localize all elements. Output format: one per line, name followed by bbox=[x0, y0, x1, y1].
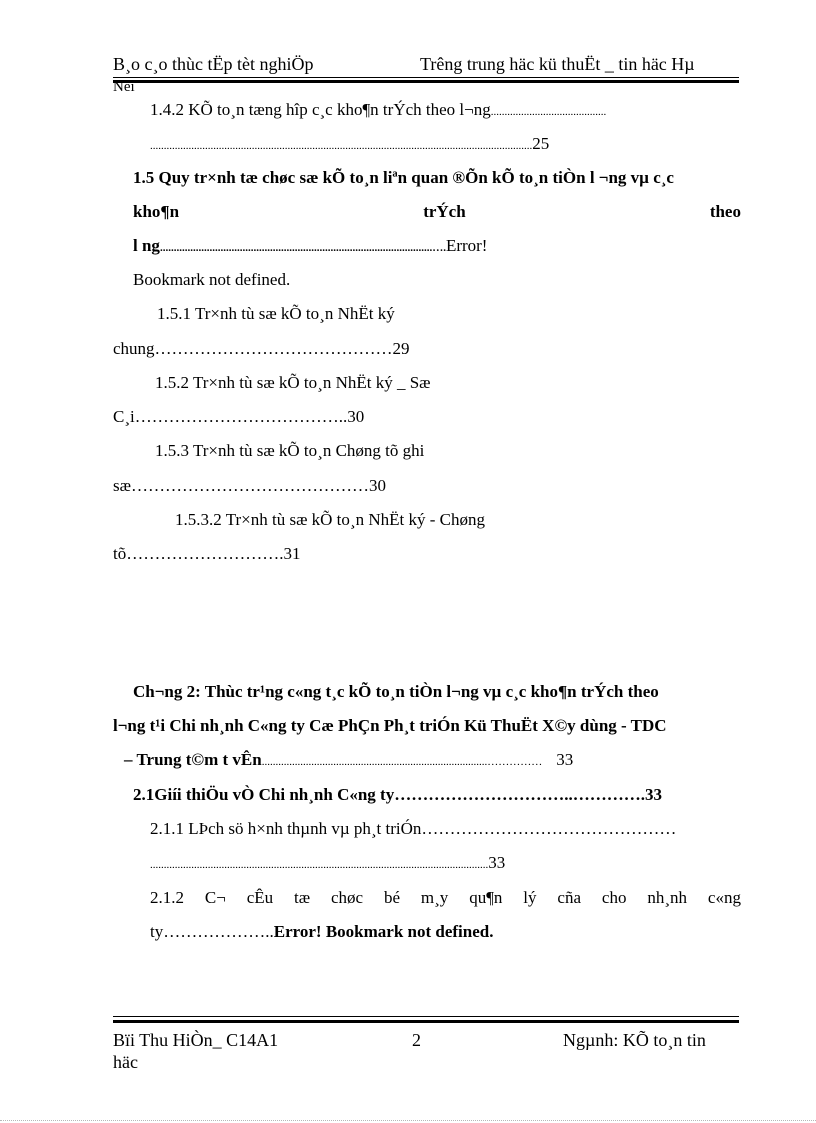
toc-page-number: 30 bbox=[347, 407, 365, 426]
toc-leader-dots: ……………………………………… bbox=[421, 819, 677, 838]
toc-word: theo bbox=[709, 202, 741, 221]
toc-page-number: 29 bbox=[392, 339, 410, 358]
toc-entry-text: chung bbox=[113, 339, 155, 358]
toc-entry-1-5-tail[interactable] bbox=[133, 236, 487, 256]
toc-entry-1-5-2-cont[interactable] bbox=[113, 407, 364, 427]
toc-entry-1-5-3-cont[interactable] bbox=[113, 476, 386, 496]
toc-chapter-2-tail[interactable] bbox=[124, 750, 573, 770]
footer-rule-thin bbox=[113, 1016, 739, 1017]
footer-major-wrap: häc bbox=[113, 1052, 138, 1072]
toc-word: C¬ bbox=[204, 888, 226, 907]
header-rule-thin bbox=[113, 77, 739, 78]
toc-leader-dots: ........................................................................................................................... bbox=[150, 859, 489, 871]
toc-word: cÊu bbox=[246, 888, 274, 907]
toc-entry-text: sæ bbox=[113, 476, 131, 495]
toc-entry-text: C¸i bbox=[113, 407, 135, 426]
toc-leader-dots: ………………………. bbox=[126, 544, 284, 563]
toc-word: bé bbox=[383, 888, 401, 907]
toc-word: lý bbox=[523, 888, 537, 907]
toc-page-number: 33 bbox=[644, 785, 662, 804]
toc-page-number: 33 bbox=[556, 750, 574, 769]
toc-entry-text: – Trung t©m t vÊn bbox=[124, 750, 262, 769]
toc-leader-dots: ...................................................................................................…. bbox=[159, 242, 446, 254]
toc-leader-dots: …………………………………… bbox=[130, 476, 369, 495]
toc-word: cña bbox=[557, 888, 582, 907]
toc-entry-1-5-1[interactable]: 1.5.1 Tr×nh tù sæ kÕ to¸n NhËt ký bbox=[157, 304, 395, 323]
toc-word: m¸y bbox=[420, 888, 449, 907]
header-title-right: Trêng trung häc kü thuËt _ tin häc Hµ bbox=[420, 54, 695, 74]
toc-page-number: 25 bbox=[532, 134, 550, 153]
footer-major: Ngµnh: KÕ to¸n tin bbox=[563, 1030, 706, 1050]
toc-entry-text: 1.4.2 KÕ to¸n tæng hîp c¸c kho¶n trÝch theo l¬ng bbox=[150, 100, 491, 119]
toc-entry-1-5-2[interactable]: 1.5.2 Tr×nh tù sæ kÕ to¸n NhËt ký _ Sæ bbox=[155, 373, 431, 392]
toc-entry-text: tõ bbox=[113, 544, 127, 563]
toc-leader-dots: …………………………..…………. bbox=[394, 785, 645, 804]
toc-entry-1-5[interactable]: 1.5 Quy tr×nh tæ chøc sæ kÕ to¸n liªn quan ®Õn kÕ to¸n tiÒn l ¬ng vµ c¸c bbox=[133, 168, 674, 187]
toc-word: qu¶n bbox=[469, 888, 503, 907]
toc-entry-1-5-3-2[interactable]: 1.5.3.2 Tr×nh tù sæ kÕ to¸n NhËt ký - Chøng bbox=[175, 510, 485, 529]
toc-leader-dots: .......................................... bbox=[490, 106, 607, 118]
toc-leader-dots: ……………………………….. bbox=[134, 407, 348, 426]
toc-entry-1-5-3[interactable]: 1.5.3 Tr×nh tù sæ kÕ to¸n Chøng tõ ghi bbox=[155, 441, 425, 460]
toc-word: trÝch bbox=[423, 202, 466, 221]
toc-entry-2-1-2-cont[interactable] bbox=[150, 922, 493, 942]
toc-entry-text: ty bbox=[150, 922, 164, 941]
toc-entry-text: l ng bbox=[133, 236, 160, 255]
toc-leader-dots: ……………….. bbox=[163, 922, 274, 941]
toc-word: kho¶n bbox=[133, 202, 180, 221]
toc-word: chøc bbox=[331, 888, 364, 907]
toc-entry-1-5-3-2-cont[interactable] bbox=[113, 544, 300, 564]
toc-page-number: 30 bbox=[368, 476, 386, 495]
toc-entry-text: 2.1Giíi thiÖu vÒ Chi nh¸nh C«ng ty bbox=[133, 785, 395, 804]
toc-word: nh¸nh bbox=[647, 888, 688, 907]
header-title-left: B¸o c¸o thùc tËp tèt nghiÖp bbox=[113, 54, 314, 74]
toc-word: tæ bbox=[294, 888, 311, 907]
header-title-wrap: Néi bbox=[113, 79, 135, 95]
toc-error-bookmark: Bookmark not defined. bbox=[133, 270, 291, 289]
toc-error-text: Error! Bookmark not defined. bbox=[273, 922, 494, 941]
toc-leader-dots: ........................................................................................................................................... bbox=[150, 140, 533, 152]
toc-chapter-2[interactable]: Ch¬ng 2: Thùc tr¹ng c«ng t¸c kÕ to¸n tiÒn l¬ng vµ c¸c kho¶n trÝch theo bbox=[133, 682, 659, 701]
toc-entry-1-5-1-cont[interactable] bbox=[113, 339, 410, 359]
footer-author: Bïi Thu HiÒn_ C14A1 bbox=[113, 1030, 279, 1050]
toc-word: cho bbox=[601, 888, 627, 907]
toc-entry-2-1-1-cont[interactable] bbox=[150, 853, 505, 873]
toc-entry-2-1[interactable] bbox=[133, 785, 662, 805]
footer-page-number: 2 bbox=[412, 1030, 421, 1050]
toc-page-number: 33 bbox=[488, 853, 506, 872]
toc-entry-1-4-2-cont[interactable] bbox=[150, 134, 549, 154]
toc-entry-2-1-1[interactable] bbox=[150, 819, 676, 839]
page-bottom-edge bbox=[0, 1120, 816, 1121]
toc-leader-dots: …………………………………… bbox=[154, 339, 393, 358]
toc-page-number: 31 bbox=[283, 544, 301, 563]
toc-entry-2-1-2[interactable] bbox=[150, 888, 741, 908]
header-rule-thick bbox=[113, 80, 739, 83]
toc-leader-dots: ..................................................................................…………… bbox=[261, 756, 543, 768]
footer-rule-thick bbox=[113, 1020, 739, 1023]
toc-error-text: Error! bbox=[445, 236, 488, 255]
toc-entry-1-5-cont bbox=[133, 202, 741, 222]
toc-chapter-2-cont: l¬ng t¹i Chi nh¸nh C«ng ty Cæ PhÇn Ph¸t triÓn Kü ThuËt X©y dùng - TDC bbox=[113, 716, 667, 735]
toc-entry-1-4-2[interactable] bbox=[150, 100, 606, 120]
toc-word: 2.1.2 bbox=[150, 888, 184, 907]
toc-word: c«ng bbox=[707, 888, 741, 907]
toc-entry-text: 2.1.1 LÞch sö h×nh thµnh vµ ph¸t triÓn bbox=[150, 819, 422, 838]
